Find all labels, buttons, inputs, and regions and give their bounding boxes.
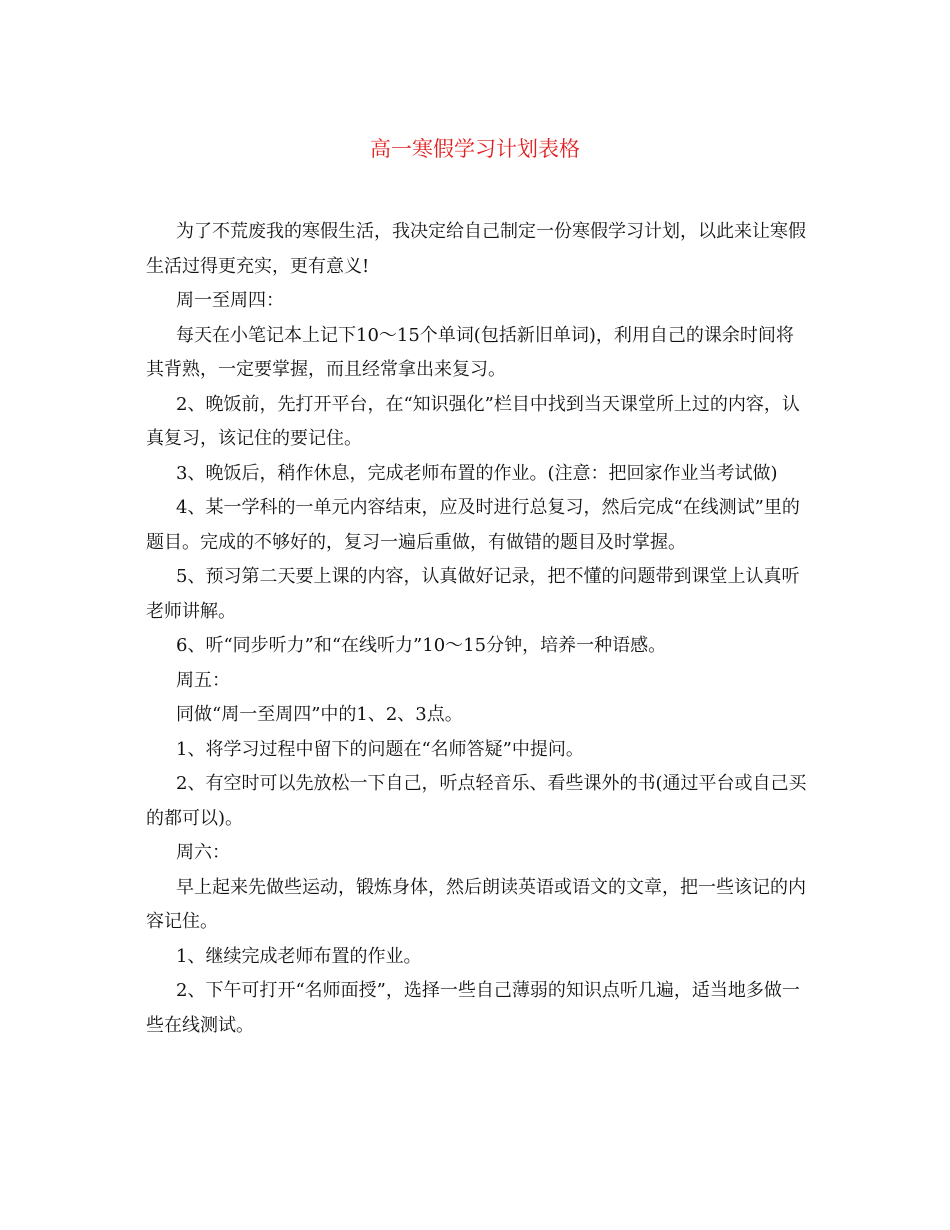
heading-friday: 周五： [176,669,230,691]
paragraph-item-4: 4、某一学科的一单元内容结束，应及时进行总复习，然后完成“在线测试”里的题目。完成的不够好的，复习一遍后重做，有做错的题目及时掌握。 [146,497,800,553]
paragraph-item-2: 2、晚饭前，先打开平台，在“知识强化”栏目中找到当天课堂所上过的内容，认真复习，该记住的要记住。 [146,393,800,449]
paragraph-saturday-1: 1、继续完成老师布置的作业。 [176,945,422,967]
paragraph-item-3: 3、晚饭后，稍作休息，完成老师布置的作业。(注意：把回家作业当考试做) [176,462,778,484]
paragraph-intro: 为了不荒废我的寒假生活，我决定给自己制定一份寒假学习计划，以此来让寒假生活过得更充实，更有意义! [146,221,806,277]
paragraph-friday-same: 同做“周一至周四”中的1、2、3点。 [176,704,463,725]
document-title: 高一寒假学习计划表格 [370,137,580,161]
paragraph-friday-2: 2、有空时可以先放松一下自己，听点轻音乐、看些课外的书(通过平台或自己买的都可以)。 [146,773,807,829]
paragraph-vocabulary: 每天在小笔记本上记下10～15个单词(包括新旧单词)，利用自己的课余时间将其背熟，一定要掌握，而且经常拿出来复习。 [146,324,794,380]
paragraph-item-5: 5、预习第二天要上课的内容，认真做好记录，把不懂的问题带到课堂上认真听老师讲解。 [146,566,800,622]
paragraph-item-6: 6、听“同步听力”和“在线听力”10～15分钟，培养一种语感。 [176,635,667,656]
paragraph-friday-1: 1、将学习过程中留下的问题在“名师答疑”中提问。 [176,738,584,760]
paragraph-saturday-2: 2、下午可打开“名师面授”，选择一些自己薄弱的知识点听几遍，适当地多做一些在线测试。 [146,980,800,1036]
heading-mon-thu: 周一至周四： [176,290,284,311]
document-body [146,215,810,1043]
heading-saturday: 周六： [176,842,230,863]
paragraph-saturday-morning: 早上起来先做些运动，锻炼身体，然后朗读英语或语文的文章，把一些该记的内容记住。 [146,876,806,932]
